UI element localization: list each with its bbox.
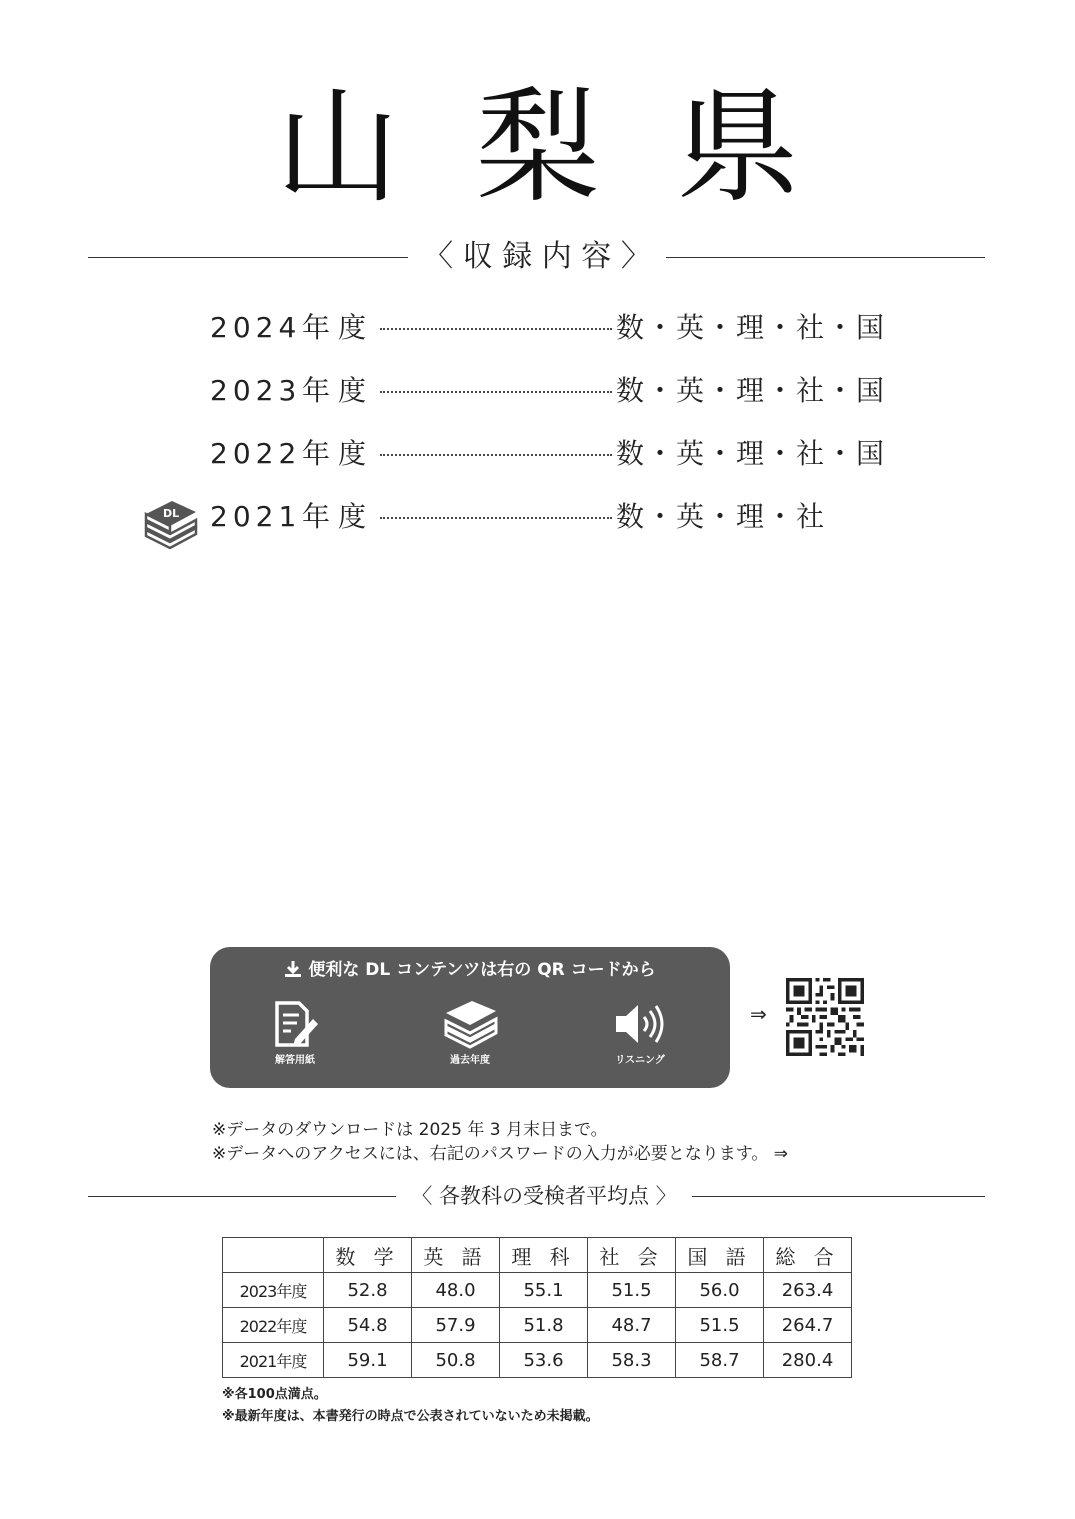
nendo-label: 年度 (302, 437, 375, 470)
dl-item-label: 過去年度 (450, 1055, 490, 1066)
table-row (223, 1308, 852, 1343)
table-row (223, 1343, 852, 1378)
score-cell: 56.0 (676, 1273, 764, 1308)
header-cell: 理 科 (500, 1238, 588, 1273)
year: 2021 (210, 500, 302, 533)
note-line: ※最新年度は、本書発行の時点で公表されていないため未掲載。 (222, 1409, 599, 1424)
leader-dots (380, 328, 612, 330)
note-line: ※データへのアクセスには、右記のパスワードの入力が必要となります。 ⇒ (212, 1144, 789, 1164)
nendo-label: 年度 (302, 311, 375, 344)
score-cell: 48.7 (588, 1308, 676, 1343)
download-notes (212, 1118, 788, 1166)
score-cell: 50.8 (412, 1343, 500, 1378)
year-cell: 2021年度 (223, 1343, 324, 1378)
contents-heading: 〈 収 録 内 容 〉 (408, 238, 666, 276)
title-char-1: 山 (275, 76, 400, 220)
header-cell: 総 合 (764, 1238, 852, 1273)
dl-item-label: 解答用紙 (275, 1055, 315, 1066)
average-scores-table (222, 1237, 852, 1378)
score-cell: 263.4 (764, 1273, 852, 1308)
leader-dots (380, 391, 612, 393)
dl-item-listening[interactable] (585, 999, 695, 1066)
header-cell: 数 学 (324, 1238, 412, 1273)
table-row (223, 1273, 852, 1308)
header-cell: 英 語 (412, 1238, 500, 1273)
score-cell: 48.0 (412, 1273, 500, 1308)
contents-row (210, 434, 890, 474)
score-cell: 51.5 (676, 1308, 764, 1343)
download-icon (284, 960, 302, 978)
dl-item-answer-sheet[interactable] (240, 999, 350, 1066)
subjects: 数・英・理・社・国 (616, 437, 887, 470)
dl-panel-header (210, 955, 730, 980)
contents-row (210, 497, 890, 537)
score-cell: 51.8 (500, 1308, 588, 1343)
dl-badge-text: DL (163, 507, 180, 520)
title-char-2: 梨 (475, 76, 600, 220)
year: 2024 (210, 311, 302, 344)
answer-sheet-icon (269, 999, 321, 1049)
subjects: 数・英・理・社・国 (616, 311, 887, 344)
header-cell (223, 1238, 324, 1273)
speaker-icon (610, 999, 670, 1049)
arrow-to-qr: ⇒ (750, 1002, 767, 1026)
score-cell: 264.7 (764, 1308, 852, 1343)
title-char-3: 県 (675, 76, 800, 220)
nendo-label: 年度 (302, 500, 375, 533)
header-cell: 国 語 (676, 1238, 764, 1273)
score-cell: 51.5 (588, 1273, 676, 1308)
score-cell: 59.1 (324, 1343, 412, 1378)
dl-content-panel (210, 947, 730, 1088)
page-title (0, 78, 1075, 218)
dl-item-label: リスニング (615, 1055, 665, 1066)
leader-dots (380, 517, 612, 519)
score-cell: 57.9 (412, 1308, 500, 1343)
score-cell: 280.4 (764, 1343, 852, 1378)
qr-code[interactable] (786, 978, 864, 1056)
score-cell: 54.8 (324, 1308, 412, 1343)
score-cell: 58.3 (588, 1343, 676, 1378)
books-icon (440, 999, 500, 1049)
year-cell: 2022年度 (223, 1308, 324, 1343)
contents-row (210, 371, 890, 411)
contents-row (210, 308, 890, 348)
header-cell: 社 会 (588, 1238, 676, 1273)
scores-heading: 〈 各教科の受検者平均点 〉 (396, 1182, 692, 1210)
score-cell: 58.7 (676, 1343, 764, 1378)
note-line: ※データのダウンロードは 2025 年 3 月末日まで。 (212, 1120, 608, 1140)
leader-dots (380, 454, 612, 456)
score-notes (222, 1384, 599, 1428)
nendo-label: 年度 (302, 374, 375, 407)
table-header-row (223, 1238, 852, 1273)
dl-books-icon (140, 498, 200, 550)
dl-item-past-years[interactable] (415, 999, 525, 1066)
subjects: 数・英・理・社 (616, 500, 827, 533)
year: 2022 (210, 437, 302, 470)
year: 2023 (210, 374, 302, 407)
score-cell: 53.6 (500, 1343, 588, 1378)
subjects: 数・英・理・社・国 (616, 374, 887, 407)
score-cell: 52.8 (324, 1273, 412, 1308)
score-cell: 55.1 (500, 1273, 588, 1308)
note-line: ※各100点満点。 (222, 1387, 327, 1402)
dl-panel-header-text: 便利な DL コンテンツは右の QR コードから (308, 960, 656, 980)
year-cell: 2023年度 (223, 1273, 324, 1308)
